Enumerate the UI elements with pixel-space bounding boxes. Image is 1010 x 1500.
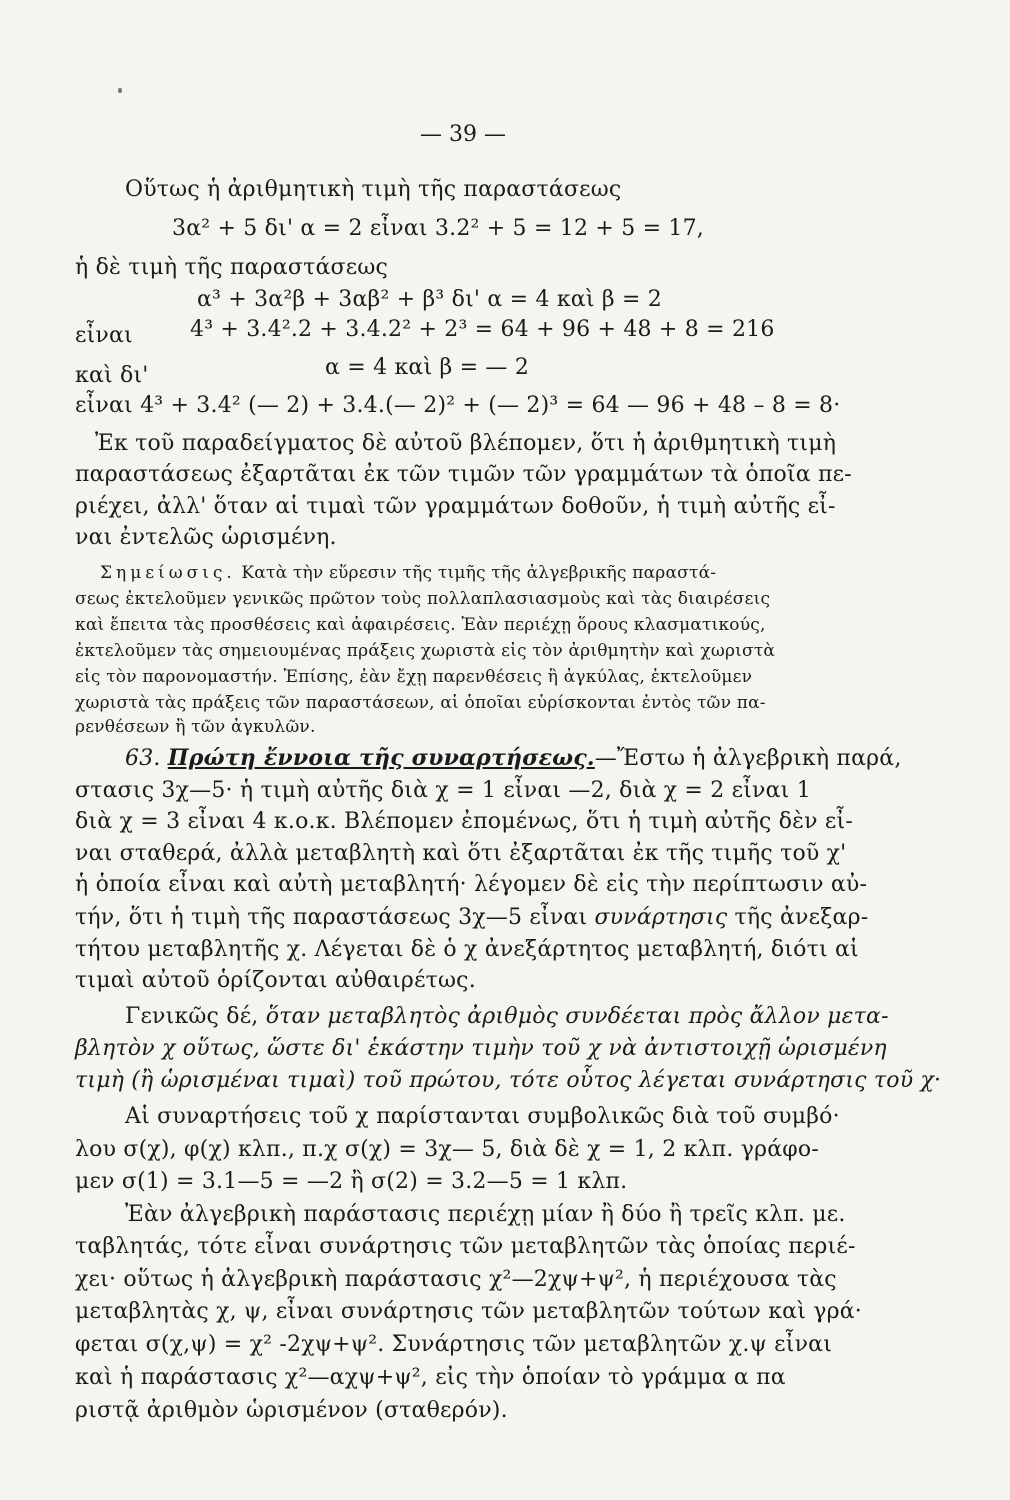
text-segment: Γενικῶς δέ, [125, 1004, 266, 1029]
text-line: τήτου μεταβλητῆς χ. Λέγεται δὲ ὁ χ ἀνεξάρτητος μεταβλητή, διότι αἱ [75, 937, 859, 962]
text-line: ριέχει, ἀλλ' ὅταν αἱ τιμαὶ τῶν γραμμάτων δοθοῦν, ἡ τιμὴ αὐτῆς εἶ- [75, 494, 836, 519]
definition-line [125, 1003, 889, 1031]
note-line: χωριστὰ τὰς πράξεις τῶν παραστάσεων, αἱ ὁποῖαι εὑρίσκονται ἐντὸς τῶν πα- [75, 693, 766, 713]
note-line: σεως ἐκτελοῦμεν γενικῶς πρῶτον τοὺς πολλαπλασιασμοὺς καὶ τὰς διαιρέσεις [75, 589, 771, 609]
definition-text: ὅταν μεταβλητὸς ἀριθμὸς συνδέεται πρὸς ἄλλον μετα- [265, 1004, 889, 1029]
section-first-line: —Ἔστω ἡ ἀλγεβρικὴ παρά, [594, 746, 902, 771]
text-line [75, 904, 868, 932]
text-line: ἡ δὲ τιμὴ τῆς παραστάσεως [75, 255, 388, 280]
text-line: καὶ ἡ παράστασις χ²—αχψ+ψ², εἰς τὴν ὁποίαν τὸ γράμμα α πα [75, 1365, 786, 1390]
text-line: ταβλητάς, τότε εἶναι συνάρτησις τῶν μεταβλητῶν τὰς ὁποίας περιέ- [75, 1234, 856, 1259]
text-line: χει· οὕτως ἡ ἀλγεβρικὴ παράστασις χ²—2χψ+ψ², ἡ περιέχουσα τὰς [75, 1267, 837, 1292]
text-segment: τήν, ὅτι ἡ τιμὴ τῆς παραστάσεως 3χ—5 εἶναι [75, 905, 595, 930]
scan-speck [118, 88, 122, 93]
text-line: τιμαὶ αὐτοῦ ὁρίζονται αὐθαιρέτως. [75, 968, 476, 993]
text-line: λου σ(χ), φ(χ) κλπ., π.χ σ(χ) = 3χ— 5, διὰ δὲ χ = 1, 2 κλπ. γράφο- [75, 1137, 819, 1162]
note-line: Κατὰ τὴν εὕρεσιν τῆς τιμῆς τῆς ἀλγεβρικῆς παραστά- [241, 563, 717, 583]
function-term: συνάρτησις [594, 905, 728, 930]
formula-line: 3α² + 5 δι' α = 2 εἶναι 3.2² + 5 = 12 + 5 = 17, [172, 216, 704, 241]
text-line: στασις 3χ—5· ἡ τιμὴ αὐτῆς διὰ χ = 1 εἶναι —2, διὰ χ = 2 εἶναι 1 [75, 778, 811, 803]
text-segment: τῆς ἀνεξαρ- [727, 905, 869, 930]
text-line: διὰ χ = 3 εἶναι 4 κ.ο.κ. Βλέπομεν ἐπομένως, ὅτι ἡ τιμὴ αὐτῆς δὲν εἶ- [75, 809, 853, 834]
text-line: φεται σ(χ,ψ) = χ² -2χψ+ψ². Συνάρτησις τῶν μεταβλητῶν χ.ψ εἶναι [75, 1332, 833, 1357]
text-line: ριστᾷ ἀριθμὸν ὡρισμένον (σταθερόν). [75, 1398, 508, 1423]
text-line: παραστάσεως ἐξαρτᾶται ἐκ τῶν τιμῶν τῶν γραμμάτων τὰ ὁποῖα πε- [75, 462, 852, 487]
section-heading-line [125, 744, 902, 773]
text-line: Οὕτως ἡ ἀριθμητικὴ τιμὴ τῆς παραστάσεως [125, 177, 622, 202]
section-number: 63. [125, 746, 161, 771]
page-number: — 39 — [420, 122, 506, 147]
text-line: ναι σταθερά, ἀλλὰ μεταβλητὴ καὶ ὅτι ἐξαρτᾶται ἐκ τῆς τιμῆς τοῦ χ' [75, 841, 847, 866]
definition-line: βλητὸν χ οὕτως, ὥστε δι' ἑκάστην τιμὴν τοῦ χ νὰ ἀντιστοιχῇ ὡρισμένη [75, 1036, 887, 1061]
note-line: εἰς τὸν παρονομαστήν. Ἐπίσης, ἐὰν ἔχῃ παρενθέσεις ἢ ἀγκύλας, ἐκτελοῦμεν [75, 667, 753, 687]
text-line: Ἐκ τοῦ παραδείγματος δὲ αὐτοῦ βλέπομεν, ὅτι ἡ ἀριθμητικὴ τιμὴ [95, 431, 837, 456]
formula-line: α³ + 3α²β + 3αβ² + β³ δι' α = 4 καὶ β = 2 [197, 287, 662, 312]
note-heading: Σημείωσις. [100, 563, 236, 583]
text-line: εἶναι [75, 323, 133, 348]
text-line: μεταβλητὰς χ, ψ, εἶναι συνάρτησις τῶν μεταβλητῶν τούτων καὶ γρά· [75, 1299, 862, 1324]
text-line: Αἱ συναρτήσεις τοῦ χ παρίστανται συμβολικῶς διὰ τοῦ συμβό· [125, 1104, 840, 1129]
text-line: καὶ δι' [75, 363, 149, 388]
text-line: ναι ἐντελῶς ὡρισμένη. [75, 525, 337, 550]
text-line: Ἐὰν ἀλγεβρικὴ παράστασις περιέχῃ μίαν ἢ δύο ἢ τρεῖς κλπ. με. [125, 1202, 846, 1227]
formula-line: 4³ + 3.4².2 + 3.4.2² + 2³ = 64 + 96 + 48 + 8 = 216 [190, 317, 775, 342]
definition-line: τιμὴ (ἢ ὡρισμέναι τιμαὶ) τοῦ πρώτου, τότε οὗτος λέγεται συνάρτησις τοῦ χ· [75, 1068, 942, 1093]
note-line: ἐκτελοῦμεν τὰς σημειουμένας πράξεις χωριστὰ εἰς τὸν ἀριθμητὴν καὶ χωριστὰ [75, 641, 776, 661]
text-line: μεν σ(1) = 3.1—5 = —2 ἢ σ(2) = 3.2—5 = 1 κλπ. [75, 1169, 628, 1194]
note-first-line [100, 562, 716, 584]
formula-line: εἶναι 4³ + 3.4² (— 2) + 3.4.(— 2)² + (— 2)³ = 64 — 96 + 48 – 8 = 8· [75, 393, 841, 418]
section-title: Πρώτη ἔννοια τῆς συναρτήσεως. [167, 745, 595, 771]
formula-line: α = 4 καὶ β = — 2 [325, 355, 530, 380]
text-line: ἡ ὁποία εἶναι καὶ αὐτὴ μεταβλητή· λέγομεν δὲ εἰς τὴν περίπτωσιν αὐ- [75, 872, 868, 897]
note-line: ρενθέσεων ἢ τῶν ἀγκυλῶν. [75, 717, 316, 737]
note-line: καὶ ἔπειτα τὰς προσθέσεις καὶ ἀφαιρέσεις. Ἐὰν περιέχῃ ὅρους κλασματικούς, [75, 615, 766, 635]
